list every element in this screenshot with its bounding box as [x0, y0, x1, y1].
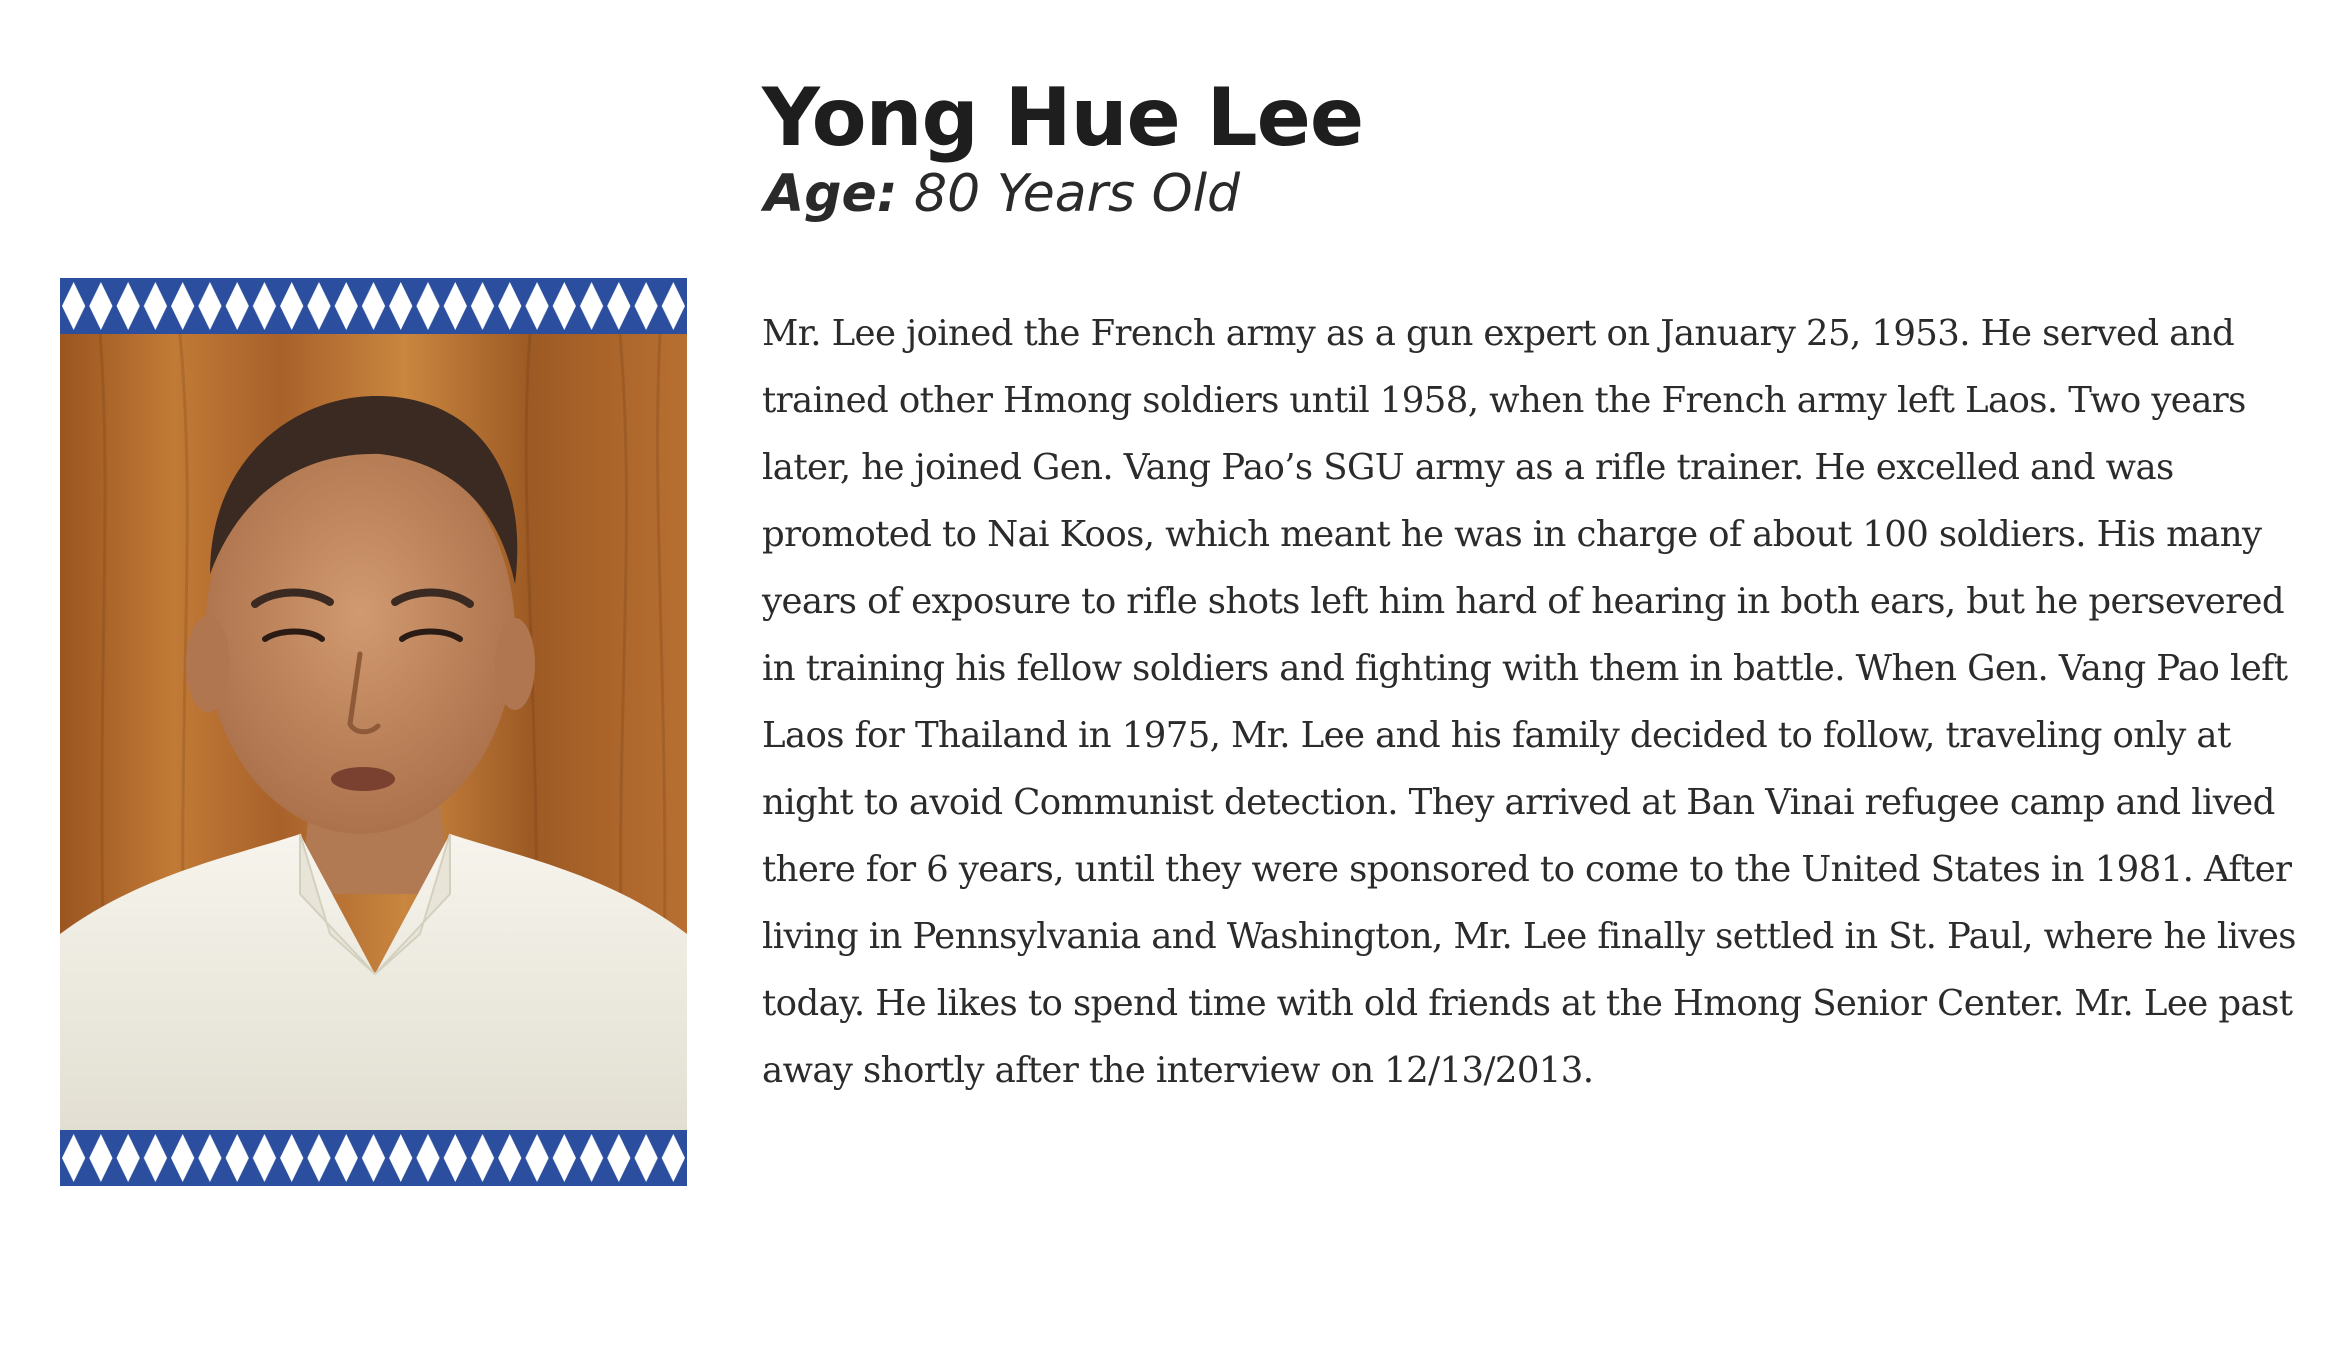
- biography-text: Mr. Lee joined the French army as a gun expert on January 25, 1953. He served and trained other Hmong soldiers until 1958, when the French army left Laos. Two years later, he joined Gen. Vang Pao’s SGU army as a rifle trainer. He excelled and was promoted to Nai Koos, which meant he was in charge of about 100 soldiers. His many years of exposure to rifle shots left him hard of hearing in both ears, but he persevered in training his fellow soldiers and fighting with them in battle. When Gen. Vang Pao left Laos for Thailand in 1975, Mr. Lee and his family decided to follow, traveling only at night to avoid Communist detection. They arrived at Ban Vinai refugee camp and lived there for 6 years, until they were sponsored to come to the United States in 1981. After living in Pennsylvania and Washington, Mr. Lee finally settled in St. Paul, where he lives today. He likes to spend time with old friends at the Hmong Senior Center. Mr. Lee past away shortly after the interview on 12/13/2013.: [762, 313, 2296, 1091]
- age-label: Age:: [764, 164, 898, 224]
- portrait-frame: [60, 278, 687, 1186]
- age-value: 80 Years Old: [897, 164, 1241, 224]
- age-line: [764, 164, 1241, 224]
- portrait-photo: [60, 334, 687, 1130]
- person-name: Yong Hue Lee: [762, 71, 1364, 164]
- diamond-border-bottom-icon: [60, 1130, 687, 1186]
- diamond-border-top-icon: [60, 278, 687, 334]
